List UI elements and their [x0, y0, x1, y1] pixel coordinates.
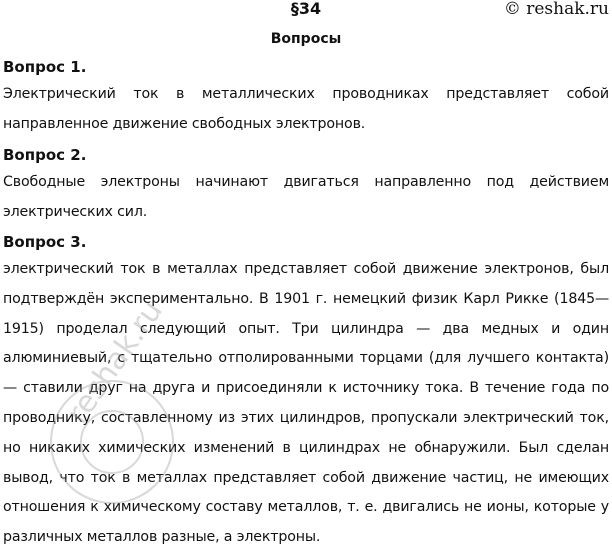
section-number: §34	[290, 0, 322, 18]
diagonal-watermark-text: reshak.ru	[60, 294, 170, 431]
site-watermark: © reshak.ru	[503, 0, 609, 19]
question-2-title: Вопрос 2.	[3, 146, 87, 164]
question-3-title: Вопрос 3.	[3, 233, 87, 251]
question-1-title: Вопрос 1.	[3, 58, 87, 76]
page-title: Вопросы	[270, 31, 342, 47]
question-1-answer: Электрический ток в металлических проводниках представляет собой направленное движение свободных электронов.	[3, 86, 609, 132]
question-2-answer: Свободные электроны начинают двигаться направленно под действием электрических сил.	[3, 174, 609, 220]
question-3-answer: электрический ток в металлах представляет собой движение электронов, был подтверждён экспериментально. В 1901 г. немецкий физик Карл Рикке (1845—1915) проделал следующий опыт. Три цилиндра — два медных и один алюминиевый, с тщательно отполированными торцами (для лучшего контакта) — ставили друг на друга и присоединяли к источнику тока. В течение года по проводнику, составленному из этих цилиндров, пропускали электрический ток, но никаких химических изменений в цилиндрах не обнаружили. Был сделан вывод, что ток в металлах представляет собой движение частиц, не имеющих отношения к химическому составу металлов, т. е. двигались не ионы, которые у различных металлов разные, а электроны.	[3, 261, 609, 546]
